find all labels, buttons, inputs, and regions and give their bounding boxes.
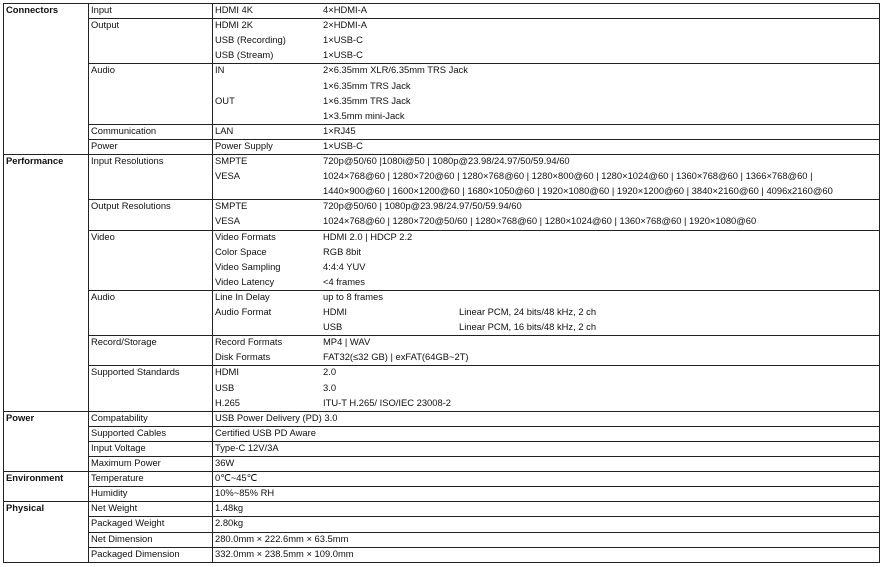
group-label: Record/Storage bbox=[91, 336, 157, 348]
spec-value-detail: Linear PCM, 24 bits/48 kHz, 2 ch bbox=[459, 306, 597, 317]
spec-key: USB bbox=[215, 381, 235, 393]
spec-value: 332.0mm × 238.5mm × 109.0mm bbox=[215, 547, 354, 559]
spec-value: 1×USB-C bbox=[323, 49, 363, 61]
group-divider bbox=[88, 365, 879, 366]
spec-key: Color Space bbox=[215, 245, 267, 257]
spec-value: 720p@50/60 | 1080p@23.98/24.97/50/59.94/60 bbox=[323, 200, 522, 212]
spec-key: USB (Recording) bbox=[215, 34, 286, 46]
spec-value: Certified USB PD Aware bbox=[215, 426, 316, 438]
spec-value: 4×HDMI-A bbox=[323, 4, 368, 15]
spec-value: 720p@50/60 |1080i@50 | 1080p@23.98/24.97/50/59.94/60 bbox=[323, 155, 570, 166]
spec-value: FAT32(≤32 GB) | exFAT(64GB~2T) bbox=[323, 351, 469, 363]
spec-value: 2.0 bbox=[323, 366, 337, 378]
group-divider bbox=[88, 516, 879, 517]
group-divider bbox=[88, 139, 879, 140]
group-divider bbox=[88, 63, 879, 64]
spec-value: 2.80kg bbox=[215, 517, 244, 529]
group-divider bbox=[88, 486, 879, 487]
group-label: Humidity bbox=[91, 487, 128, 499]
category-label: Environment bbox=[6, 472, 64, 484]
column-divider bbox=[212, 3, 213, 563]
spec-value: 1.48kg bbox=[215, 502, 244, 514]
spec-key: OUT bbox=[215, 94, 235, 106]
spec-key: Video Latency bbox=[215, 275, 275, 287]
spec-key: LAN bbox=[215, 124, 234, 136]
group-divider bbox=[88, 290, 879, 291]
spec-value: MP4 | WAV bbox=[323, 336, 371, 348]
spec-value: USB Power Delivery (PD) 3.0 bbox=[215, 411, 338, 423]
group-label: Audio bbox=[91, 64, 115, 76]
group-label: Output bbox=[91, 19, 120, 31]
spec-key: HDMI 4K bbox=[215, 4, 254, 15]
group-label: Supported Cables bbox=[91, 426, 167, 438]
group-label: Communication bbox=[91, 124, 157, 136]
group-label: Power bbox=[91, 139, 118, 151]
group-label: Input Voltage bbox=[91, 441, 146, 453]
spec-value: 1×USB-C bbox=[323, 139, 363, 151]
spec-value: RGB 8bit bbox=[323, 245, 362, 257]
spec-key: HDMI 2K bbox=[215, 19, 254, 31]
group-label: Compatability bbox=[91, 411, 148, 423]
spec-key: HDMI bbox=[215, 366, 239, 378]
group-label: Supported Standards bbox=[91, 366, 180, 378]
table-top-border bbox=[3, 3, 880, 4]
spec-value: HDMI bbox=[323, 306, 347, 317]
group-divider bbox=[88, 547, 879, 548]
spec-value: 1×6.35mm TRS Jack bbox=[323, 94, 411, 106]
group-label: Packaged Dimension bbox=[91, 547, 180, 559]
spec-value: 2×HDMI-A bbox=[323, 19, 368, 31]
group-label: Audio bbox=[91, 290, 115, 302]
group-label: Maximum Power bbox=[91, 457, 161, 468]
spec-key: IN bbox=[215, 64, 225, 76]
group-divider bbox=[88, 230, 879, 231]
group-divider bbox=[88, 532, 879, 533]
spec-value: 1024×768@60 | 1280×720@60 | 1280×768@60 | 1280×800@60 | 1280×1024@60 | 1360×768@60 | 1366×768@60 | bbox=[323, 170, 813, 182]
table-left-border bbox=[3, 3, 4, 563]
spec-value: 0℃~45℃ bbox=[215, 472, 258, 484]
group-label: Temperature bbox=[91, 472, 144, 484]
spec-key: Record Formats bbox=[215, 336, 283, 348]
spec-key: Line In Delay bbox=[215, 290, 270, 302]
column-divider bbox=[88, 3, 89, 563]
spec-key: Disk Formats bbox=[215, 351, 271, 363]
group-label: Input bbox=[91, 4, 112, 15]
spec-value: 280.0mm × 222.6mm × 63.5mm bbox=[215, 532, 349, 544]
spec-value: 3.0 bbox=[323, 381, 337, 393]
category-label: Performance bbox=[6, 155, 64, 166]
category-label: Power bbox=[6, 411, 35, 423]
spec-key: USB (Stream) bbox=[215, 49, 274, 61]
spec-value: up to 8 frames bbox=[323, 290, 383, 302]
spec-value: 1×6.35mm TRS Jack bbox=[323, 79, 411, 91]
spec-value: <4 frames bbox=[323, 275, 365, 287]
group-label: Net Dimension bbox=[91, 532, 153, 544]
spec-value: 36W bbox=[215, 457, 235, 468]
spec-key: VESA bbox=[215, 215, 241, 227]
spec-value: Type-C 12V/3A bbox=[215, 441, 279, 453]
spec-value: 1024×768@60 | 1280×720@50/60 | 1280×768@60 | 1280×1024@60 | 1360×768@60 | 1920×1080@60 bbox=[323, 215, 757, 227]
spec-value: 2×6.35mm XLR/6.35mm TRS Jack bbox=[323, 64, 468, 76]
group-divider bbox=[88, 18, 879, 19]
spec-value: 1440×900@60 | 1600×1200@60 | 1680×1050@60 | 1920×1080@60 | 1920×1200@60 | 3840×2160@60 | 4096x2160@60 bbox=[323, 185, 833, 197]
spec-key: H.265 bbox=[215, 396, 241, 408]
spec-value: 1×RJ45 bbox=[323, 124, 356, 136]
spec-key: Power Supply bbox=[215, 139, 273, 151]
spec-key: Video Formats bbox=[215, 230, 276, 242]
spec-key: VESA bbox=[215, 170, 241, 182]
group-divider bbox=[88, 426, 879, 427]
group-divider bbox=[88, 124, 879, 125]
spec-value: 4:4:4 YUV bbox=[323, 260, 366, 272]
spec-value: USB bbox=[323, 321, 343, 333]
spec-key: Audio Format bbox=[215, 306, 272, 317]
spec-value: HDMI 2.0 | HDCP 2.2 bbox=[323, 230, 413, 242]
category-label: Connectors bbox=[6, 4, 59, 15]
section-divider bbox=[3, 562, 880, 563]
category-label: Physical bbox=[6, 502, 45, 514]
spec-value: 1×USB-C bbox=[323, 34, 363, 46]
group-label: Output Resolutions bbox=[91, 200, 171, 212]
group-label: Video bbox=[91, 230, 115, 242]
group-divider bbox=[88, 456, 879, 457]
group-divider bbox=[88, 335, 879, 336]
group-divider bbox=[88, 441, 879, 442]
spec-key: SMPTE bbox=[215, 155, 248, 166]
spec-value-detail: Linear PCM, 16 bits/48 kHz, 2 ch bbox=[459, 321, 597, 333]
group-label: Net Weight bbox=[91, 502, 138, 514]
table-right-border bbox=[879, 3, 880, 563]
group-label: Input Resolutions bbox=[91, 155, 164, 166]
group-label: Packaged Weight bbox=[91, 517, 165, 529]
spec-key: SMPTE bbox=[215, 200, 248, 212]
spec-key: Video Sampling bbox=[215, 260, 281, 272]
spec-value: ITU-T H.265/ ISO/IEC 23008-2 bbox=[323, 396, 452, 408]
spec-value: 1×3.5mm mini-Jack bbox=[323, 109, 405, 121]
spec-value: 10%~85% RH bbox=[215, 487, 275, 499]
